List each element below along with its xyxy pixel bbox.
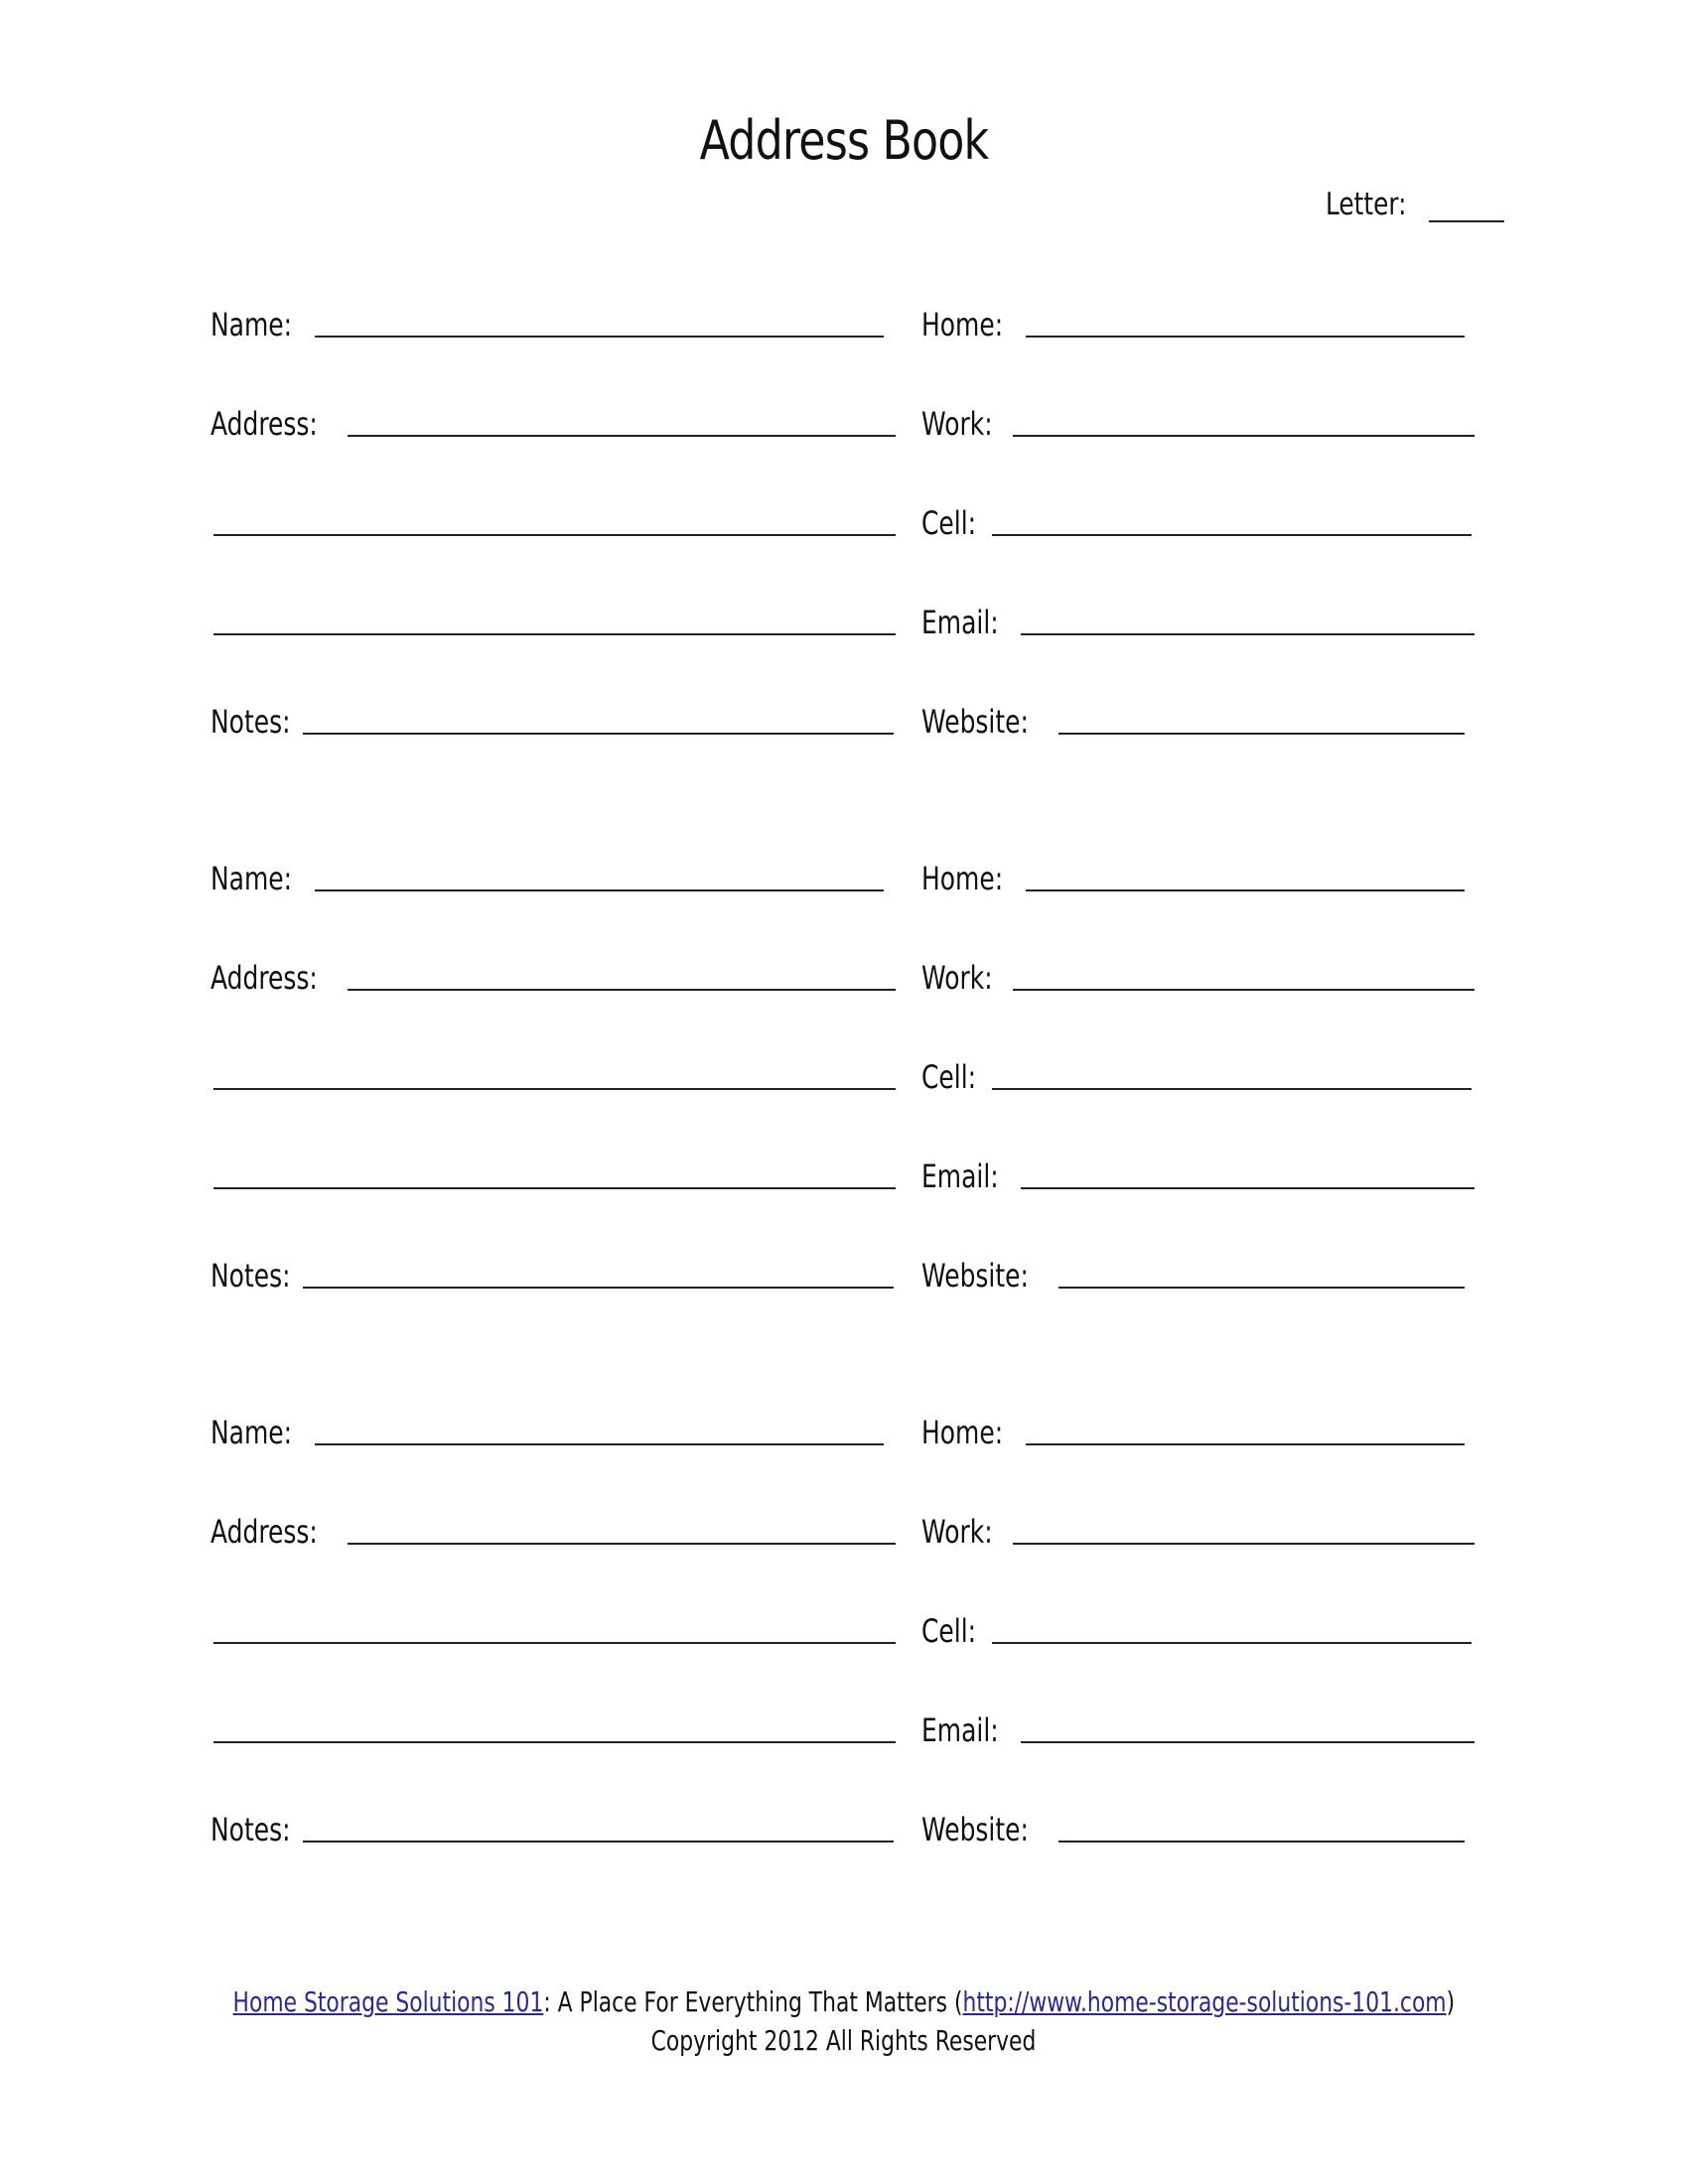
home-phone-field[interactable]	[921, 854, 1465, 897]
notes-label: Notes:	[211, 1257, 291, 1295]
cell-label: Cell:	[921, 1058, 977, 1096]
email-label: Email:	[921, 1158, 999, 1195]
name-field[interactable]	[211, 300, 884, 343]
notes-field[interactable]	[211, 697, 894, 741]
entry-block-2	[0, 854, 1688, 1370]
work-input-line[interactable]	[1013, 1543, 1475, 1545]
name-label: Name:	[211, 306, 293, 343]
tagline-text: : A Place For Everything That Matters (	[543, 1985, 963, 2018]
cell-label: Cell:	[921, 1612, 977, 1650]
address-line-3[interactable]	[213, 1706, 896, 1749]
notes-input-line[interactable]	[303, 1841, 894, 1843]
name-field[interactable]	[211, 1408, 884, 1451]
email-label: Email:	[921, 604, 999, 641]
page-title: Address Book	[699, 109, 989, 172]
address-field[interactable]	[211, 1507, 896, 1551]
notes-input-line[interactable]	[303, 1287, 894, 1289]
address-input-line-3[interactable]	[213, 1741, 896, 1743]
notes-field[interactable]	[211, 1805, 894, 1848]
name-label: Name:	[211, 1414, 293, 1451]
work-phone-field[interactable]	[921, 399, 1475, 443]
website-input-line[interactable]	[1058, 1287, 1465, 1289]
home-input-line[interactable]	[1026, 889, 1465, 891]
letter-input-line[interactable]	[1429, 193, 1504, 222]
website-label: Website:	[921, 703, 1029, 741]
home-label: Home:	[921, 306, 1004, 343]
letter-label: Letter:	[1326, 187, 1407, 222]
site-url-link[interactable]: http://www.home-storage-solutions-101.com	[962, 1985, 1447, 2018]
address-input-line-2[interactable]	[213, 534, 896, 536]
copyright-text: Copyright 2012 All Rights Reserved	[651, 2024, 1037, 2057]
entry-block-3	[0, 1408, 1688, 1924]
close-paren: )	[1446, 1985, 1456, 2018]
name-input-line[interactable]	[315, 1443, 884, 1445]
home-phone-field[interactable]	[921, 300, 1465, 343]
address-line-2[interactable]	[213, 1052, 896, 1096]
work-label: Work:	[921, 959, 993, 997]
website-input-line[interactable]	[1058, 1841, 1465, 1843]
website-field[interactable]	[921, 697, 1465, 741]
cell-input-line[interactable]	[992, 534, 1472, 536]
footer-attribution	[233, 1985, 1456, 2018]
address-label: Address:	[211, 959, 318, 997]
cell-input-line[interactable]	[992, 1642, 1472, 1644]
work-label: Work:	[921, 405, 993, 443]
cell-phone-field[interactable]	[921, 498, 1472, 542]
footer	[0, 1985, 1688, 2057]
work-phone-field[interactable]	[921, 953, 1475, 997]
address-label: Address:	[211, 1513, 318, 1551]
email-input-line[interactable]	[1021, 1741, 1475, 1743]
notes-field[interactable]	[211, 1251, 894, 1295]
work-input-line[interactable]	[1013, 989, 1475, 991]
address-field[interactable]	[211, 399, 896, 443]
cell-input-line[interactable]	[992, 1088, 1472, 1090]
email-field[interactable]	[921, 1152, 1475, 1195]
notes-label: Notes:	[211, 703, 291, 741]
address-input-line[interactable]	[348, 1543, 896, 1545]
address-input-line[interactable]	[348, 435, 896, 437]
email-label: Email:	[921, 1711, 999, 1749]
entry-block-1	[0, 300, 1688, 816]
address-line-2[interactable]	[213, 498, 896, 542]
home-label: Home:	[921, 1414, 1004, 1451]
website-input-line[interactable]	[1058, 733, 1465, 735]
work-input-line[interactable]	[1013, 435, 1475, 437]
address-input-line-3[interactable]	[213, 1187, 896, 1189]
website-field[interactable]	[921, 1251, 1465, 1295]
name-input-line[interactable]	[315, 889, 884, 891]
website-field[interactable]	[921, 1805, 1465, 1848]
website-label: Website:	[921, 1257, 1029, 1295]
notes-label: Notes:	[211, 1811, 291, 1848]
home-phone-field[interactable]	[921, 1408, 1465, 1451]
address-line-3[interactable]	[213, 598, 896, 641]
cell-phone-field[interactable]	[921, 1052, 1472, 1096]
work-phone-field[interactable]	[921, 1507, 1475, 1551]
address-field[interactable]	[211, 953, 896, 997]
home-input-line[interactable]	[1026, 1443, 1465, 1445]
notes-input-line[interactable]	[303, 733, 894, 735]
address-line-3[interactable]	[213, 1152, 896, 1195]
name-input-line[interactable]	[315, 336, 884, 338]
cell-phone-field[interactable]	[921, 1606, 1472, 1650]
address-label: Address:	[211, 405, 318, 443]
address-input-line-2[interactable]	[213, 1642, 896, 1644]
email-input-line[interactable]	[1021, 1187, 1475, 1189]
cell-label: Cell:	[921, 504, 977, 542]
address-input-line-2[interactable]	[213, 1088, 896, 1090]
email-field[interactable]	[921, 598, 1475, 641]
email-input-line[interactable]	[1021, 633, 1475, 635]
home-input-line[interactable]	[1026, 336, 1465, 338]
name-label: Name:	[211, 860, 293, 897]
website-label: Website:	[921, 1811, 1029, 1848]
name-field[interactable]	[211, 854, 884, 897]
home-label: Home:	[921, 860, 1004, 897]
site-name-link[interactable]: Home Storage Solutions 101	[232, 1985, 544, 2018]
email-field[interactable]	[921, 1706, 1475, 1749]
letter-field[interactable]	[1326, 187, 1504, 222]
address-input-line-3[interactable]	[213, 633, 896, 635]
work-label: Work:	[921, 1513, 993, 1551]
address-input-line[interactable]	[348, 989, 896, 991]
address-line-2[interactable]	[213, 1606, 896, 1650]
